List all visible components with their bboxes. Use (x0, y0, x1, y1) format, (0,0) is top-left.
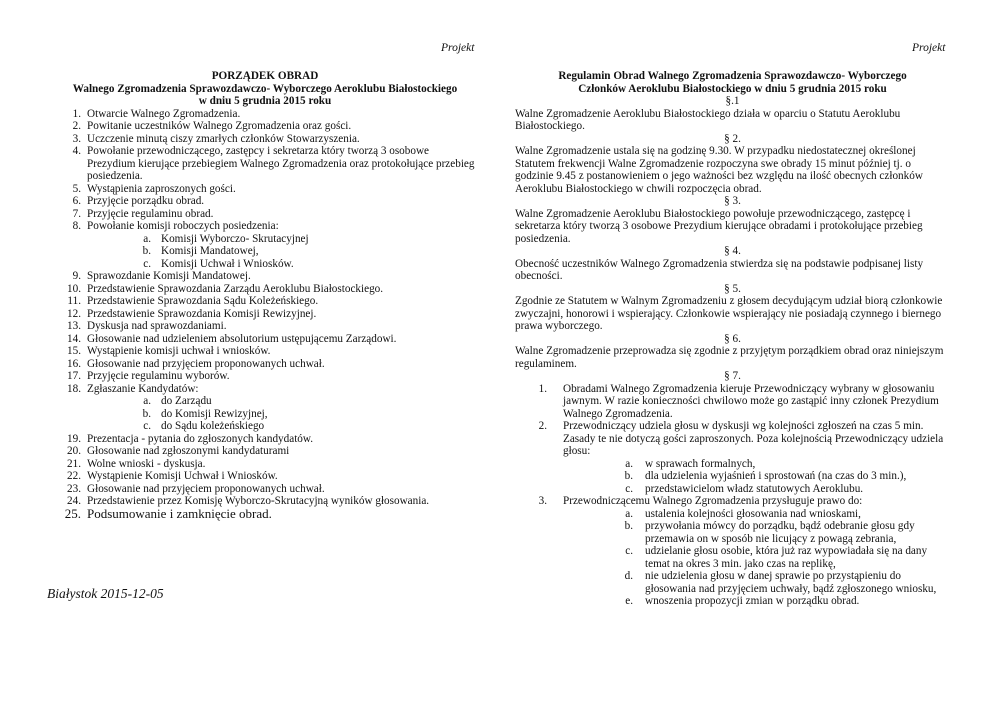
item-text: Dyskusja nad sprawozdaniami. (87, 320, 227, 332)
item-number: 3. (538, 495, 547, 507)
list-item (55, 445, 475, 458)
sub-list (563, 458, 950, 496)
sub-list-item (87, 258, 475, 271)
item-number: 22. (67, 470, 81, 482)
sub-item-letter: d. (624, 570, 633, 582)
section-heading: § 6. (724, 332, 741, 345)
list-item (55, 208, 475, 221)
sub-list-item (563, 458, 950, 471)
item-text: Uczczenie minutą ciszy zmarłych członków Stowarzyszenia. (87, 132, 360, 145)
sub-item-text: wnoszenia propozycji zmian w porządku obrad. (645, 595, 860, 607)
item-text: Przyjęcie regulaminu wyborów. (87, 370, 230, 382)
sub-list-item (563, 508, 950, 521)
agenda-title-line: Walnego Zgromadzenia Sprawozdawczo- Wyborczego Aeroklubu Białostockiego (72, 82, 458, 95)
item-text: Zgłaszanie Kandydatów: (87, 382, 199, 395)
header-projekt-right: Projekt (912, 42, 946, 54)
item-number: 25. (64, 505, 81, 521)
section-heading: § 3. (724, 195, 741, 207)
item-text: Prezentacja - pytania do zgłoszonych kandydatów. (87, 432, 314, 445)
item-number: 10. (67, 282, 81, 295)
sub-item-letter: c. (625, 545, 633, 557)
sub-list (87, 233, 475, 271)
list-item (55, 383, 475, 433)
item-text: Powitanie uczestników Walnego Zgromadzenia oraz gości. (87, 120, 352, 132)
sub-list-item (563, 595, 950, 608)
item-text: Otwarcie Walnego Zgromadzenia. (87, 107, 241, 120)
item-text: Głosowanie nad przyjęciem proponowanych uchwał. (87, 482, 325, 495)
list-item (55, 433, 475, 446)
list-item (55, 505, 475, 522)
item-number: 1. (72, 107, 81, 120)
item-number: 2. (538, 420, 547, 432)
sub-item-text: przedstawicielom władz statutowych Aeroklubu. (645, 482, 864, 495)
list-item (55, 358, 475, 371)
item-text: Wystąpienie Komisji Uchwał i Wniosków. (87, 470, 278, 482)
list-item (55, 470, 475, 483)
sub-item-letter: c. (625, 482, 633, 495)
sub-list-item (87, 420, 475, 433)
list-item (515, 383, 950, 421)
sub-list (563, 508, 950, 608)
list-item (55, 333, 475, 346)
sub-item-letter: b. (142, 245, 151, 257)
list-item (55, 195, 475, 208)
sub-item-letter: b. (624, 520, 633, 532)
sub-item-text: do Sądu koleżeńskiego (161, 420, 265, 432)
list-item (55, 108, 475, 121)
list-item (55, 458, 475, 471)
item-number: 5. (72, 182, 81, 195)
list-item (55, 320, 475, 333)
sub-item-letter: c. (143, 420, 151, 432)
item-text: Przyjęcie regulaminu obrad. (87, 207, 214, 220)
item-text: Głosowanie nad udzieleniem absolutorium ustępującemu Zarządowi. (87, 332, 397, 345)
sub-item-text: dla udzielenia wyjaśnień i sprostowań (na czas do 3 min.), (645, 470, 907, 482)
sub-item-text: do Komisji Rewizyjnej, (161, 407, 268, 420)
item-number: 15. (67, 345, 81, 357)
item-number: 20. (67, 445, 81, 457)
item-number: 4. (72, 145, 81, 157)
section-7-list (515, 383, 950, 608)
sub-list-item (563, 545, 950, 570)
item-text: Wolne wnioski - dyskusja. (87, 457, 206, 470)
sub-list-item (563, 470, 950, 483)
item-number: 11. (67, 295, 81, 307)
item-number: 19. (67, 432, 81, 445)
sub-item-text: ustalenia kolejności głosowania nad wnioskami, (645, 507, 861, 520)
agenda-column (55, 70, 475, 521)
section-heading: § 4. (724, 245, 741, 257)
list-item (55, 345, 475, 358)
list-item (55, 270, 475, 283)
rules-sections (515, 95, 950, 370)
item-text: Obradami Walnego Zgromadzenia kieruje Przewodniczący wybrany w głosowaniu jawnym. W razie konieczności chwilowo może go zastąpić inny członek Prezydium Walnego Zgromadzenia. (563, 382, 939, 420)
sub-item-text: do Zarządu (161, 395, 212, 407)
item-text: Przedstawienie Sprawozdania Sądu Koleżeńskiego. (87, 295, 319, 307)
item-number: 14. (67, 332, 81, 345)
place-date: Białystok 2015-12-05 (47, 586, 164, 601)
sub-item-letter: b. (142, 407, 151, 420)
rules-title-line: Członków Aeroklubu Białostockiego w dniu 5 grudnia 2015 roku (578, 82, 887, 95)
section-heading: §.1 (725, 95, 740, 107)
item-text: Przewodniczącemu Walnego Zgromadzenia przysługuje prawo do: (563, 495, 863, 507)
sub-item-letter: b. (624, 470, 633, 482)
item-number: 2. (72, 120, 81, 132)
section-paragraph: Obecność uczestników Walnego Zgromadzenia stwierdza się na podstawie podpisanej listy obecności. (515, 257, 924, 282)
list-item (55, 145, 475, 183)
agenda-title-line: w dniu 5 grudnia 2015 roku (198, 95, 332, 107)
item-text: Przewodniczący udziela głosu w dyskusji wg kolejności zgłoszeń na czas 5 min. Zasady te nie dotyczą gości zaproszonych. Poza kolejnością Przewodniczący udziela głosu: (563, 420, 944, 457)
sub-item-letter: a. (143, 395, 151, 407)
sub-item-letter: a. (625, 507, 633, 520)
agenda-title-line: PORZĄDEK OBRAD (211, 70, 319, 82)
list-item (55, 120, 475, 133)
item-text: Sprawozdanie Komisji Mandatowej. (87, 270, 251, 282)
item-number: 3. (72, 132, 81, 145)
item-number: 18. (67, 382, 81, 395)
sub-list-item (563, 483, 950, 496)
list-item (55, 133, 475, 146)
sub-list (87, 395, 475, 433)
sub-item-letter: c. (143, 257, 151, 270)
item-number: 23. (67, 482, 81, 495)
item-number: 17. (67, 370, 81, 382)
item-text: Przedstawienie Sprawozdania Komisji Rewizyjnej. (87, 307, 317, 320)
rules-title (515, 70, 950, 95)
sub-list-item (563, 570, 950, 595)
sub-item-text: udzielanie głosu osobie, która już raz wypowiadała się na dany temat na okres 3 min. jako czas na replikę, (645, 545, 928, 570)
item-number: 6. (72, 195, 81, 207)
item-number: 12. (67, 307, 81, 320)
list-item (515, 420, 950, 495)
item-text: Podsumowanie i zamknięcie obrad. (87, 505, 272, 521)
section-paragraph: Walne Zgromadzenie ustala się na godzinę 9.30. W przypadku niedostatecznej określonej Statutem frekwencji Walne Zgromadzenie rozpoczyna swe obrady 15 minut później tj. o godzinie 9.45 z postanowieniem o jego ważności bez względu na ilość obecnych członków Aeroklubu Białostockiego w chwili rozpoczęcia obrad. (515, 145, 923, 195)
list-item (55, 220, 475, 270)
sub-item-letter: e. (625, 595, 633, 607)
agenda-list (55, 108, 475, 522)
sub-item-text: Komisji Uchwał i Wniosków. (161, 257, 294, 270)
sub-list-item (87, 245, 475, 258)
sub-item-text: przywołania mówcy do porządku, bądź odebranie głosu gdy przemawia on w sposób nie licujący z powagą zebrania, (645, 520, 915, 545)
sub-list-item (563, 520, 950, 545)
item-number: 24. (67, 495, 81, 507)
section-paragraph: Walne Zgromadzenie Aeroklubu Białostockiego powołuje przewodniczącego, zastępcę i sekretarza który tworzą 3 osobowe Prezydium kierujące obradami i protokołujące przebieg posiedzenia. (515, 207, 923, 245)
section-paragraph: Walne Zgromadzenie Aeroklubu Białostockiego działa w oparciu o Statutu Aeroklubu Białostockiego. (515, 107, 901, 132)
sub-item-text: nie udzielenia głosu w danej sprawie po przystąpieniu do głosowania nad przyjęciem uchwały, bądź zgłoszonego wniosku, (645, 570, 937, 595)
item-text: Powołanie przewodniczącego, zastępcy i sekretarza który tworzą 3 osobowe Prezydium kierujące przebiegiem Walnego Zgromadzenia oraz protokołujące przebieg posiedzenia. (87, 145, 475, 182)
section-paragraph: Zgodnie ze Statutem w Walnym Zgromadzeniu z głosem decydującym udział biorą członkowie zwyczajni, honorowi i wspierający. Członkowie wspierający nie posiadają czynnego i biernego prawa wyborczego. (515, 295, 943, 332)
item-number: 9. (72, 270, 81, 282)
section-paragraph: Walne Zgromadzenie przeprowadza się zgodnie z przyjętym porządkiem obrad oraz niniejszym regulaminem. (515, 345, 944, 370)
item-text: Głosowanie nad zgłoszonymi kandydaturami (87, 445, 290, 457)
item-number: 7. (72, 207, 81, 220)
sub-item-letter: a. (625, 457, 633, 470)
agenda-title (55, 70, 475, 108)
list-item (55, 295, 475, 308)
item-text: Przedstawienie przez Komisję Wyborczo-Skrutacyjną wyników głosowania. (87, 495, 430, 507)
list-item (55, 370, 475, 383)
list-item (515, 495, 950, 608)
sub-list-item (87, 395, 475, 408)
item-number: 1. (538, 382, 547, 395)
sub-list-item (87, 233, 475, 246)
list-item (55, 308, 475, 321)
header-projekt-left: Projekt (441, 42, 475, 54)
rules-column (515, 70, 950, 608)
item-number: 13. (67, 320, 81, 332)
sub-item-text: Komisji Mandatowej, (161, 245, 259, 257)
section-heading: § 2. (724, 132, 741, 145)
section-heading: § 5. (724, 282, 741, 295)
item-number: 16. (67, 357, 81, 370)
sub-item-letter: a. (143, 232, 151, 245)
item-number: 8. (72, 220, 81, 232)
item-number: 21. (67, 457, 81, 470)
item-text: Powołanie komisji roboczych posiedzenia: (87, 220, 279, 232)
item-text: Głosowanie nad przyjęciem proponowanych uchwał. (87, 357, 325, 370)
section-heading: § 7. (724, 370, 741, 382)
sub-list-item (87, 408, 475, 421)
list-item (55, 483, 475, 496)
sub-item-text: Komisji Wyborczo- Skrutacyjnej (161, 232, 309, 245)
item-text: Wystąpienia zaproszonych gości. (87, 182, 236, 195)
rules-title-line: Regulamin Obrad Walnego Zgromadzenia Sprawozdawczo- Wyborczego (558, 70, 907, 82)
sub-item-text: w sprawach formalnych, (645, 457, 756, 470)
list-item (55, 183, 475, 196)
item-text: Przedstawienie Sprawozdania Zarządu Aeroklubu Białostockiego. (87, 282, 384, 295)
item-text: Przyjęcie porządku obrad. (87, 195, 205, 207)
item-text: Wystąpienie komisji uchwał i wniosków. (87, 345, 271, 357)
list-item (55, 283, 475, 296)
